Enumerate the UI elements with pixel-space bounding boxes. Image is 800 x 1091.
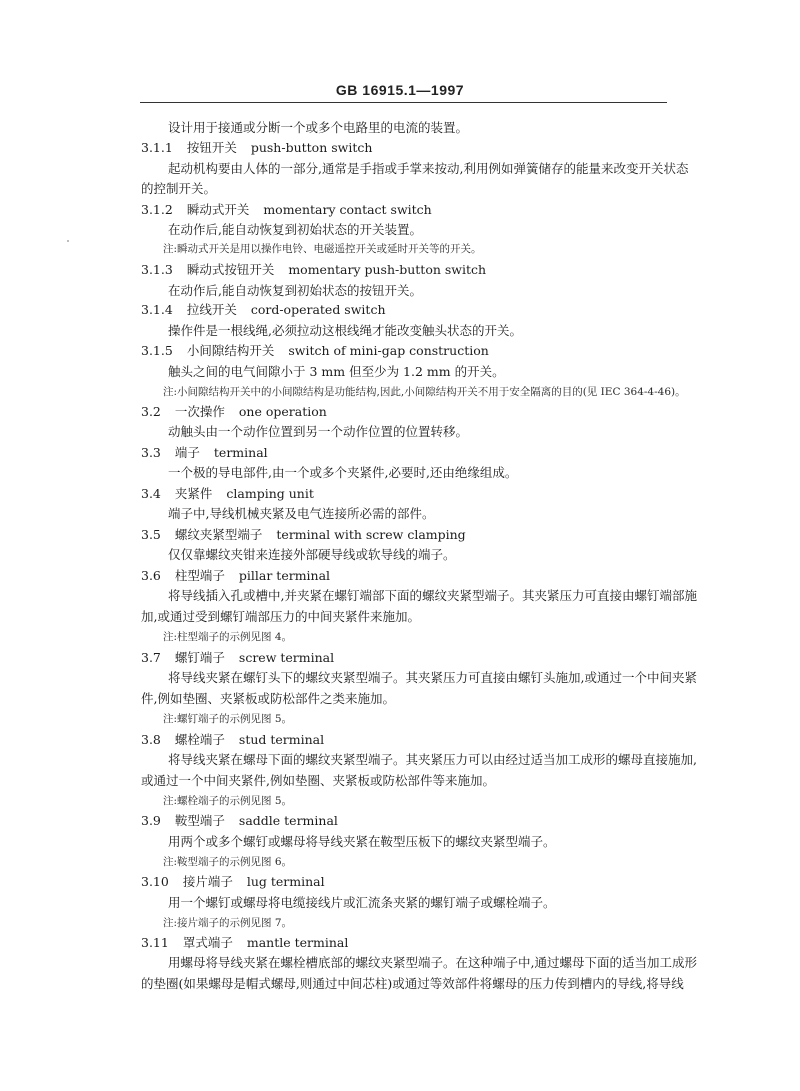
term-heading [141,445,268,461]
clause-number: 3.6 [141,568,161,583]
paragraph-line: 将导线夹紧在螺母下面的螺纹夹紧型端子。其夹紧压力可以由经过适当加工成形的螺母直接施加, [168,752,697,767]
term-heading [141,732,324,748]
note-text: 注:螺钉端子的示例见图 5。 [163,713,293,725]
clause-number: 3.8 [141,732,161,747]
term-english: clamping unit [226,486,314,501]
term-english: momentary contact switch [263,202,432,217]
term-chinese: 螺纹夹紧型端子 [174,527,263,542]
term-heading [141,262,486,278]
term-chinese: 罩式端子 [182,935,233,950]
note-text: 注:小间隙结构开关中的小间隙结构是功能结构,因此,小间隙结构开关不用于安全隔离的目的(见 IEC 364-4-46)。 [163,386,686,398]
term-chinese: 螺钉端子 [174,650,225,665]
standard-number-header: GB 16915.1—1997 [335,82,465,98]
term-english: terminal with screw clamping [276,527,466,542]
term-chinese: 瞬动式按钮开关 [186,262,275,277]
clause-number: 3.9 [141,813,161,828]
paragraph-line: 将导线夹紧在螺钉头下的螺纹夹紧型端子。其夹紧压力可直接由螺钉头施加,或通过一个中间夹紧 [168,670,697,685]
clause-number: 3.1.2 [141,202,173,217]
term-english: pillar terminal [238,568,331,583]
note-text: 注:瞬动式开关是用以操作电铃、电磁遥控开关或延时开关等的开关。 [163,243,482,255]
term-heading [141,404,327,420]
paragraph-line: 加,或通过受到螺钉端部压力的中间夹紧件来施加。 [141,609,420,624]
term-chinese: 夹紧件 [174,486,213,501]
term-english: push-button switch [250,140,373,155]
term-heading [141,813,338,829]
term-chinese: 小间隙结构开关 [186,343,275,358]
term-chinese: 瞬动式开关 [186,202,250,217]
clause-number: 3.2 [141,404,161,419]
term-heading [141,302,386,318]
term-heading [141,527,466,543]
paragraph-line: 的垫圈(如果螺母是帽式螺母,则通过中间芯柱)或通过等效部件将螺母的压力传到槽内的导线,将导线 [141,976,684,991]
paragraph-line: 仅仅靠螺纹夹钳来连接外部硬导线或软导线的端子。 [168,547,456,562]
paragraph-line: 在动作后,能自动恢复到初始状态的开关装置。 [168,222,422,237]
term-english: momentary push-button switch [288,262,487,277]
term-heading [141,486,314,502]
term-chinese: 端子 [174,445,200,460]
paragraph-line: 将导线插入孔或槽中,并夹紧在螺钉端部下面的螺纹夹紧型端子。其夹紧压力可直接由螺钉端部施 [168,588,697,603]
clause-number: 3.5 [141,527,161,542]
header-rule [140,102,667,103]
paragraph-line: 用两个或多个螺钉或螺母将导线夹紧在鞍型压板下的螺纹夹紧型端子。 [168,834,556,849]
term-english: one operation [238,404,327,419]
term-heading [141,874,325,890]
paragraph-line: 端子中,导线机械夹紧及电气连接所必需的部件。 [168,506,435,521]
term-english: cord-operated switch [250,302,386,317]
clause-number: 3.11 [141,935,169,950]
term-heading [141,568,330,584]
paragraph-line: 在动作后,能自动恢复到初始状态的按钮开关。 [168,283,422,298]
paragraph-line: 的控制开关。 [141,181,217,196]
term-english: saddle terminal [238,813,338,828]
clause-number: 3.1.5 [141,343,173,358]
term-chinese: 螺栓端子 [174,732,225,747]
paragraph-line: 或通过一个中间夹紧件,例如垫圈、夹紧板或防松部件等来施加。 [141,773,495,788]
paragraph-line: 用一个螺钉或螺母将电缆接线片或汇流条夹紧的螺钉端子或螺栓端子。 [168,895,556,910]
clause-number: 3.1.3 [141,262,173,277]
term-english: terminal [213,445,268,460]
term-chinese: 一次操作 [174,404,225,419]
term-english: stud terminal [238,732,325,747]
term-english: screw terminal [238,650,335,665]
term-heading [141,650,334,666]
note-text: 注:柱型端子的示例见图 4。 [163,631,293,643]
clause-number: 3.4 [141,486,161,501]
paragraph-line: 动触头由一个动作位置到另一个动作位置的位置转移。 [168,424,469,439]
note-text: 注:接片端子的示例见图 7。 [163,917,293,929]
paragraph-line: 设计用于接通或分断一个或多个电路里的电流的装置。 [168,120,469,135]
paragraph-line: 操作件是一根线绳,必须拉动这根线绳才能改变触头状态的开关。 [168,323,522,338]
clause-number: 3.1.1 [141,140,173,155]
term-heading [141,343,489,359]
clause-number: 3.3 [141,445,161,460]
term-chinese: 接片端子 [182,874,233,889]
scan-speck [67,240,69,242]
term-heading [141,140,372,156]
paragraph-line: 起动机构要由人体的一部分,通常是手指或手掌来按动,利用例如弹簧储存的能量来改变开关状态 [168,161,689,176]
term-heading [141,202,432,218]
term-english: lug terminal [246,874,325,889]
term-chinese: 鞍型端子 [174,813,225,828]
note-text: 注:螺栓端子的示例见图 5。 [163,795,293,807]
term-chinese: 拉线开关 [186,302,237,317]
term-chinese: 柱型端子 [174,568,225,583]
note-text: 注:鞍型端子的示例见图 6。 [163,856,293,868]
term-chinese: 按钮开关 [186,140,237,155]
paragraph-line: 用螺母将导线夹紧在螺栓槽底部的螺纹夹紧型端子。在这种端子中,通过螺母下面的适当加工成形 [168,955,697,970]
clause-number: 3.10 [141,874,169,889]
clause-number: 3.7 [141,650,161,665]
term-english: switch of mini-gap construction [288,343,489,358]
term-english: mantle terminal [246,935,349,950]
term-heading [141,935,348,951]
paragraph-line: 件,例如垫圈、夹紧板或防松部件之类来施加。 [141,691,395,706]
paragraph-line: 触头之间的电气间隙小于 3 mm 但至少为 1.2 mm 的开关。 [168,364,505,379]
paragraph-line: 一个极的导电部件,由一个或多个夹紧件,必要时,还由绝缘组成。 [168,465,518,480]
clause-number: 3.1.4 [141,302,173,317]
